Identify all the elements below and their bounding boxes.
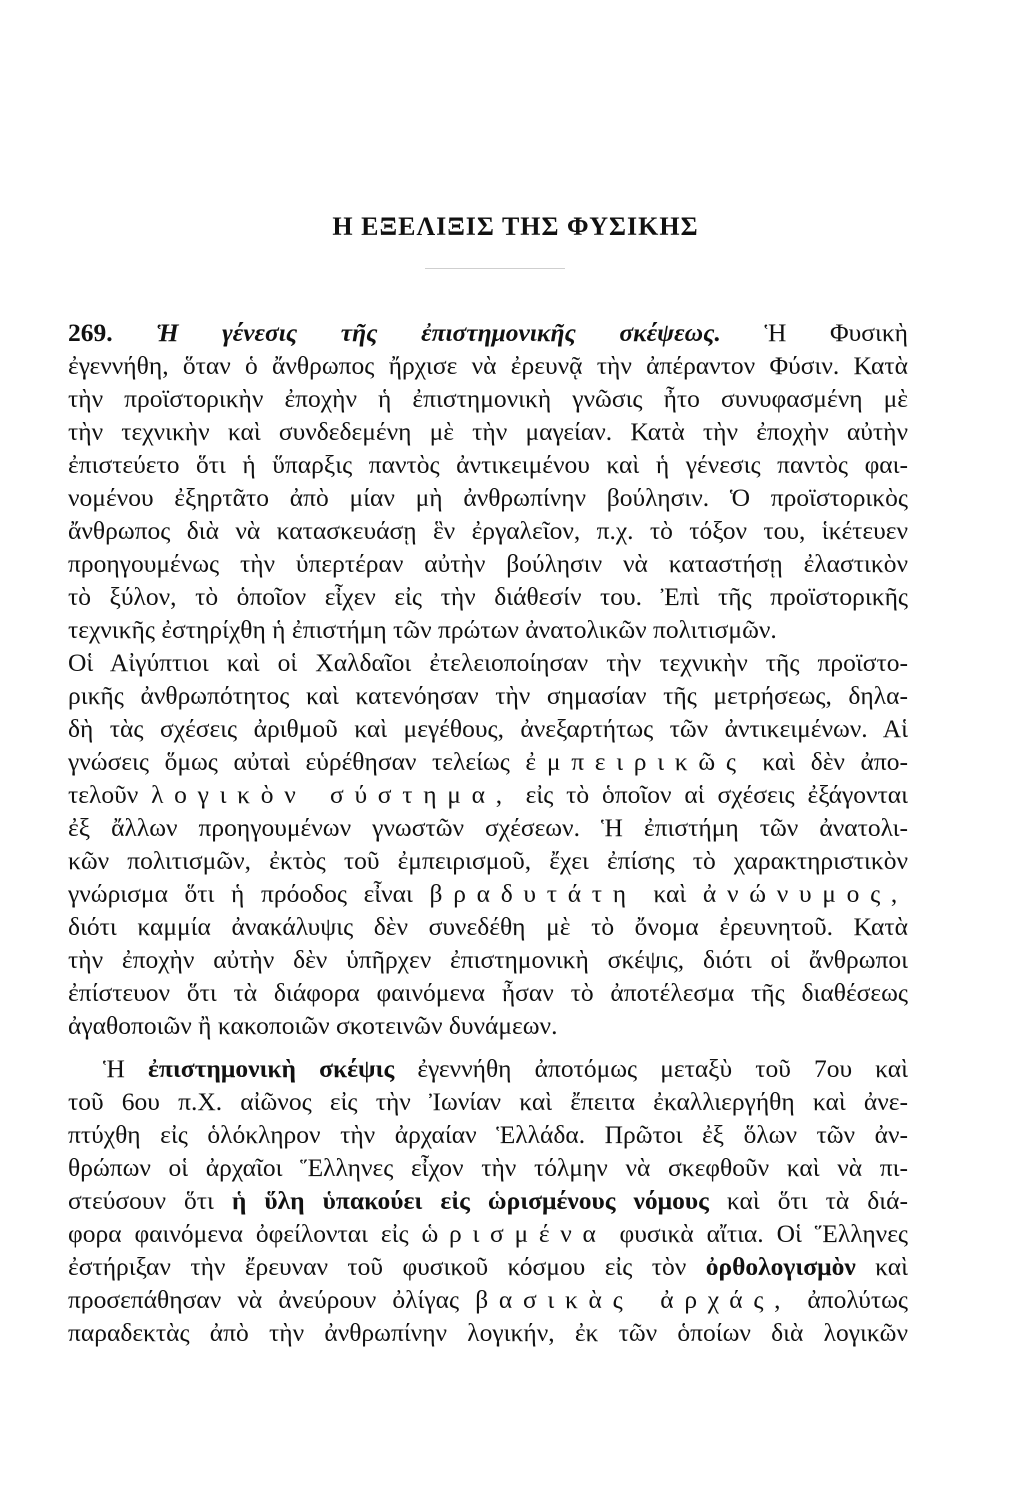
text-run: τελοῦν: [68, 780, 139, 809]
section-title: Ἡ γένεσις τῆς ἐπιστημονικῆς σκέψεως.: [156, 318, 721, 347]
text-run: ἐστήριξαν τὴν ἔρευναν τοῦ φυσικοῦ κόσμου εἰς τὸν: [68, 1252, 687, 1281]
paragraph-line: ἀγαθοποιῶν ἢ κακοποιῶν σκοτεινῶν δυνάμεων.: [68, 1011, 558, 1040]
text-run: καὶ: [875, 1252, 909, 1281]
paragraph-line: [68, 318, 908, 348]
bold-term: ὀρθολογισμὸν: [705, 1252, 856, 1281]
spaced-emphasis: λογικὸν σύστημα,: [151, 780, 513, 809]
paragraph-line: δὴ τὰς σχέσεις ἀριθμοῦ καὶ μεγέθους, ἀνεξαρτήτως τῶν ἀντικειμένων. Αἱ: [68, 714, 908, 743]
bold-term: ἡ ὕλη ὑπακούει εἰς ὡρισμένους νόμους: [231, 1186, 709, 1215]
paragraph-line: [68, 747, 908, 777]
paragraph-line: ἐπιστεύετο ὅτι ἡ ὕπαρξις παντὸς ἀντικειμένου καὶ ἡ γένεσις παντὸς φαι-: [68, 450, 908, 479]
paragraph-line: [68, 1186, 908, 1216]
paragraph-line: νομένου ἐξηρτᾶτο ἀπὸ μίαν μὴ ἀνθρωπίνην βούλησιν. Ὁ προϊστορικὸς: [68, 483, 908, 512]
spaced-emphasis: ἀνώνυμος,: [702, 879, 909, 908]
text-run: Ἡ Φυσικὴ: [764, 318, 909, 347]
paragraph-line: τεχνικῆς ἐστηρίχθη ἡ ἐπιστήμη τῶν πρώτων ἀνατολικῶν πολιτισμῶν.: [68, 615, 777, 644]
text-run: φυσικὰ αἴτια. Οἱ Ἕλληνες: [619, 1219, 909, 1248]
paragraph-line: ἐπίστευον ὅτι τὰ διάφορα φαινόμενα ἦσαν τὸ ἀποτέλεσμα τῆς διαθέσεως: [68, 978, 908, 1007]
paragraph-line: [68, 1252, 908, 1282]
paragraph-line: [103, 1054, 908, 1084]
paragraph-line: τὴν ἐποχὴν αὐτὴν δὲν ὑπῆρχεν ἐπιστημονικὴ σκέψις, διότι οἱ ἄνθρωποι: [68, 945, 908, 974]
spaced-emphasis: ἐμπειρικῶς: [525, 747, 747, 776]
text-run: γνώσεις ὅμως αὐταὶ εὑρέθησαν τελείως: [68, 747, 510, 776]
paragraph-line: ἐξ ἄλλων προηγουμένων γνωστῶν σχέσεων. Ἡ ἐπιστήμη τῶν ἀνατολι-: [68, 813, 908, 842]
paragraph-line: τὴν προϊστορικὴν ἐποχὴν ἡ ἐπιστημονικὴ γνῶσις ἦτο συνυφασμένη μὲ: [68, 384, 908, 413]
text-run: καὶ ὅτι τὰ διά-: [726, 1186, 909, 1215]
text-run: καὶ: [653, 879, 687, 908]
text-run: εἰς τὸ ὁποῖον αἱ σχέσεις ἐξάγονται: [525, 780, 909, 809]
text-run: ἀπολύτως: [807, 1285, 909, 1314]
header-divider: [425, 268, 565, 269]
text-run: φορα φαινόμενα ὀφείλονται εἰς: [68, 1219, 409, 1248]
text-run: στεύσουν ὅτι: [68, 1186, 214, 1215]
paragraph-line: κῶν πολιτισμῶν, ἐκτὸς τοῦ ἐμπειρισμοῦ, ἔχει ἐπίσης τὸ χαρακτηριστικὸν: [68, 846, 908, 875]
paragraph-line: τὴν τεχνικὴν καὶ συνδεδεμένη μὲ τὴν μαγείαν. Κατὰ τὴν ἐποχὴν αὐτὴν: [68, 417, 908, 446]
spaced-emphasis: βραδυτάτη: [429, 879, 637, 908]
paragraph-line: τοῦ 6ου π.Χ. αἰῶνος εἰς τὴν Ἰωνίαν καὶ ἔπειτα ἐκαλλιεργήθη καὶ ἀνε-: [68, 1087, 908, 1116]
paragraph-line: [68, 879, 908, 909]
running-head: Η ΕΞΕΛΙΞΙΣ ΤΗΣ ΦΥΣΙΚΗΣ: [332, 212, 699, 241]
paragraph-line: τὸ ξύλον, τὸ ὁποῖον εἶχεν εἰς τὴν διάθεσίν του. Ἐπὶ τῆς προϊστορικῆς: [68, 582, 908, 611]
paragraph-line: ρικῆς ἀνθρωπότητος καὶ κατενόησαν τὴν σημασίαν τῆς μετρήσεως, δηλα-: [68, 681, 908, 710]
text-run: ἐγεννήθη ἀποτόμως μεταξὺ τοῦ 7ου καὶ: [417, 1054, 908, 1083]
paragraph-line: πτύχθη εἰς ὁλόκληρον τὴν ἀρχαίαν Ἑλλάδα. Πρῶτοι ἐξ ὅλων τῶν ἀν-: [68, 1120, 908, 1149]
text-run: προσεπάθησαν νὰ ἀνεύρουν ὀλίγας: [68, 1285, 460, 1314]
spaced-emphasis: ὡρισμένα: [421, 1219, 607, 1248]
paragraph-line: [68, 780, 908, 810]
paragraph-line: ἄνθρωπος διὰ νὰ κατασκευάσῃ ἓν ἐργαλεῖον, π.χ. τὸ τόξον του, ἱκέτευεν: [68, 516, 908, 545]
paragraph-line: προηγουμένως τὴν ὑπερτέραν αὐτὴν βούλησιν νὰ καταστήσῃ ἐλαστικὸν: [68, 549, 908, 578]
paragraph-line: [68, 1285, 908, 1315]
paragraph-line: Οἱ Αἰγύπτιοι καὶ οἱ Χαλδαῖοι ἐτελειοποίησαν τὴν τεχνικὴν τῆς προϊστο-: [68, 648, 908, 677]
paragraph-line: θρώπων οἱ ἀρχαῖοι Ἕλληνες εἶχον τὴν τόλμην νὰ σκεφθοῦν καὶ νὰ πι-: [68, 1153, 908, 1182]
section-number: 269.: [68, 318, 113, 347]
paragraph-line: [68, 1219, 908, 1249]
spaced-emphasis: βασικὰς ἀρχάς,: [475, 1285, 792, 1314]
paragraph-line: διότι καμμία ἀνακάλυψις δὲν συνεδέθη μὲ τὸ ὄνομα ἐρευνητοῦ. Κατὰ: [68, 912, 908, 941]
text-run: καὶ δὲν ἀπο-: [762, 747, 909, 776]
paragraph-line: ἐγεννήθη, ὅταν ὁ ἄνθρωπος ἤρχισε νὰ ἐρευνᾷ τὴν ἀπέραντον Φύσιν. Κατὰ: [68, 351, 908, 380]
text-run: γνώρισμα ὅτι ἡ πρόοδος εἶναι: [68, 879, 413, 908]
text-run: Ἡ: [103, 1054, 125, 1083]
paragraph-line: παραδεκτὰς ἀπὸ τὴν ἀνθρωπίνην λογικήν, ἐκ τῶν ὁποίων διὰ λογικῶν: [68, 1318, 908, 1347]
bold-term: ἐπιστημονικὴ σκέψις: [148, 1054, 395, 1083]
